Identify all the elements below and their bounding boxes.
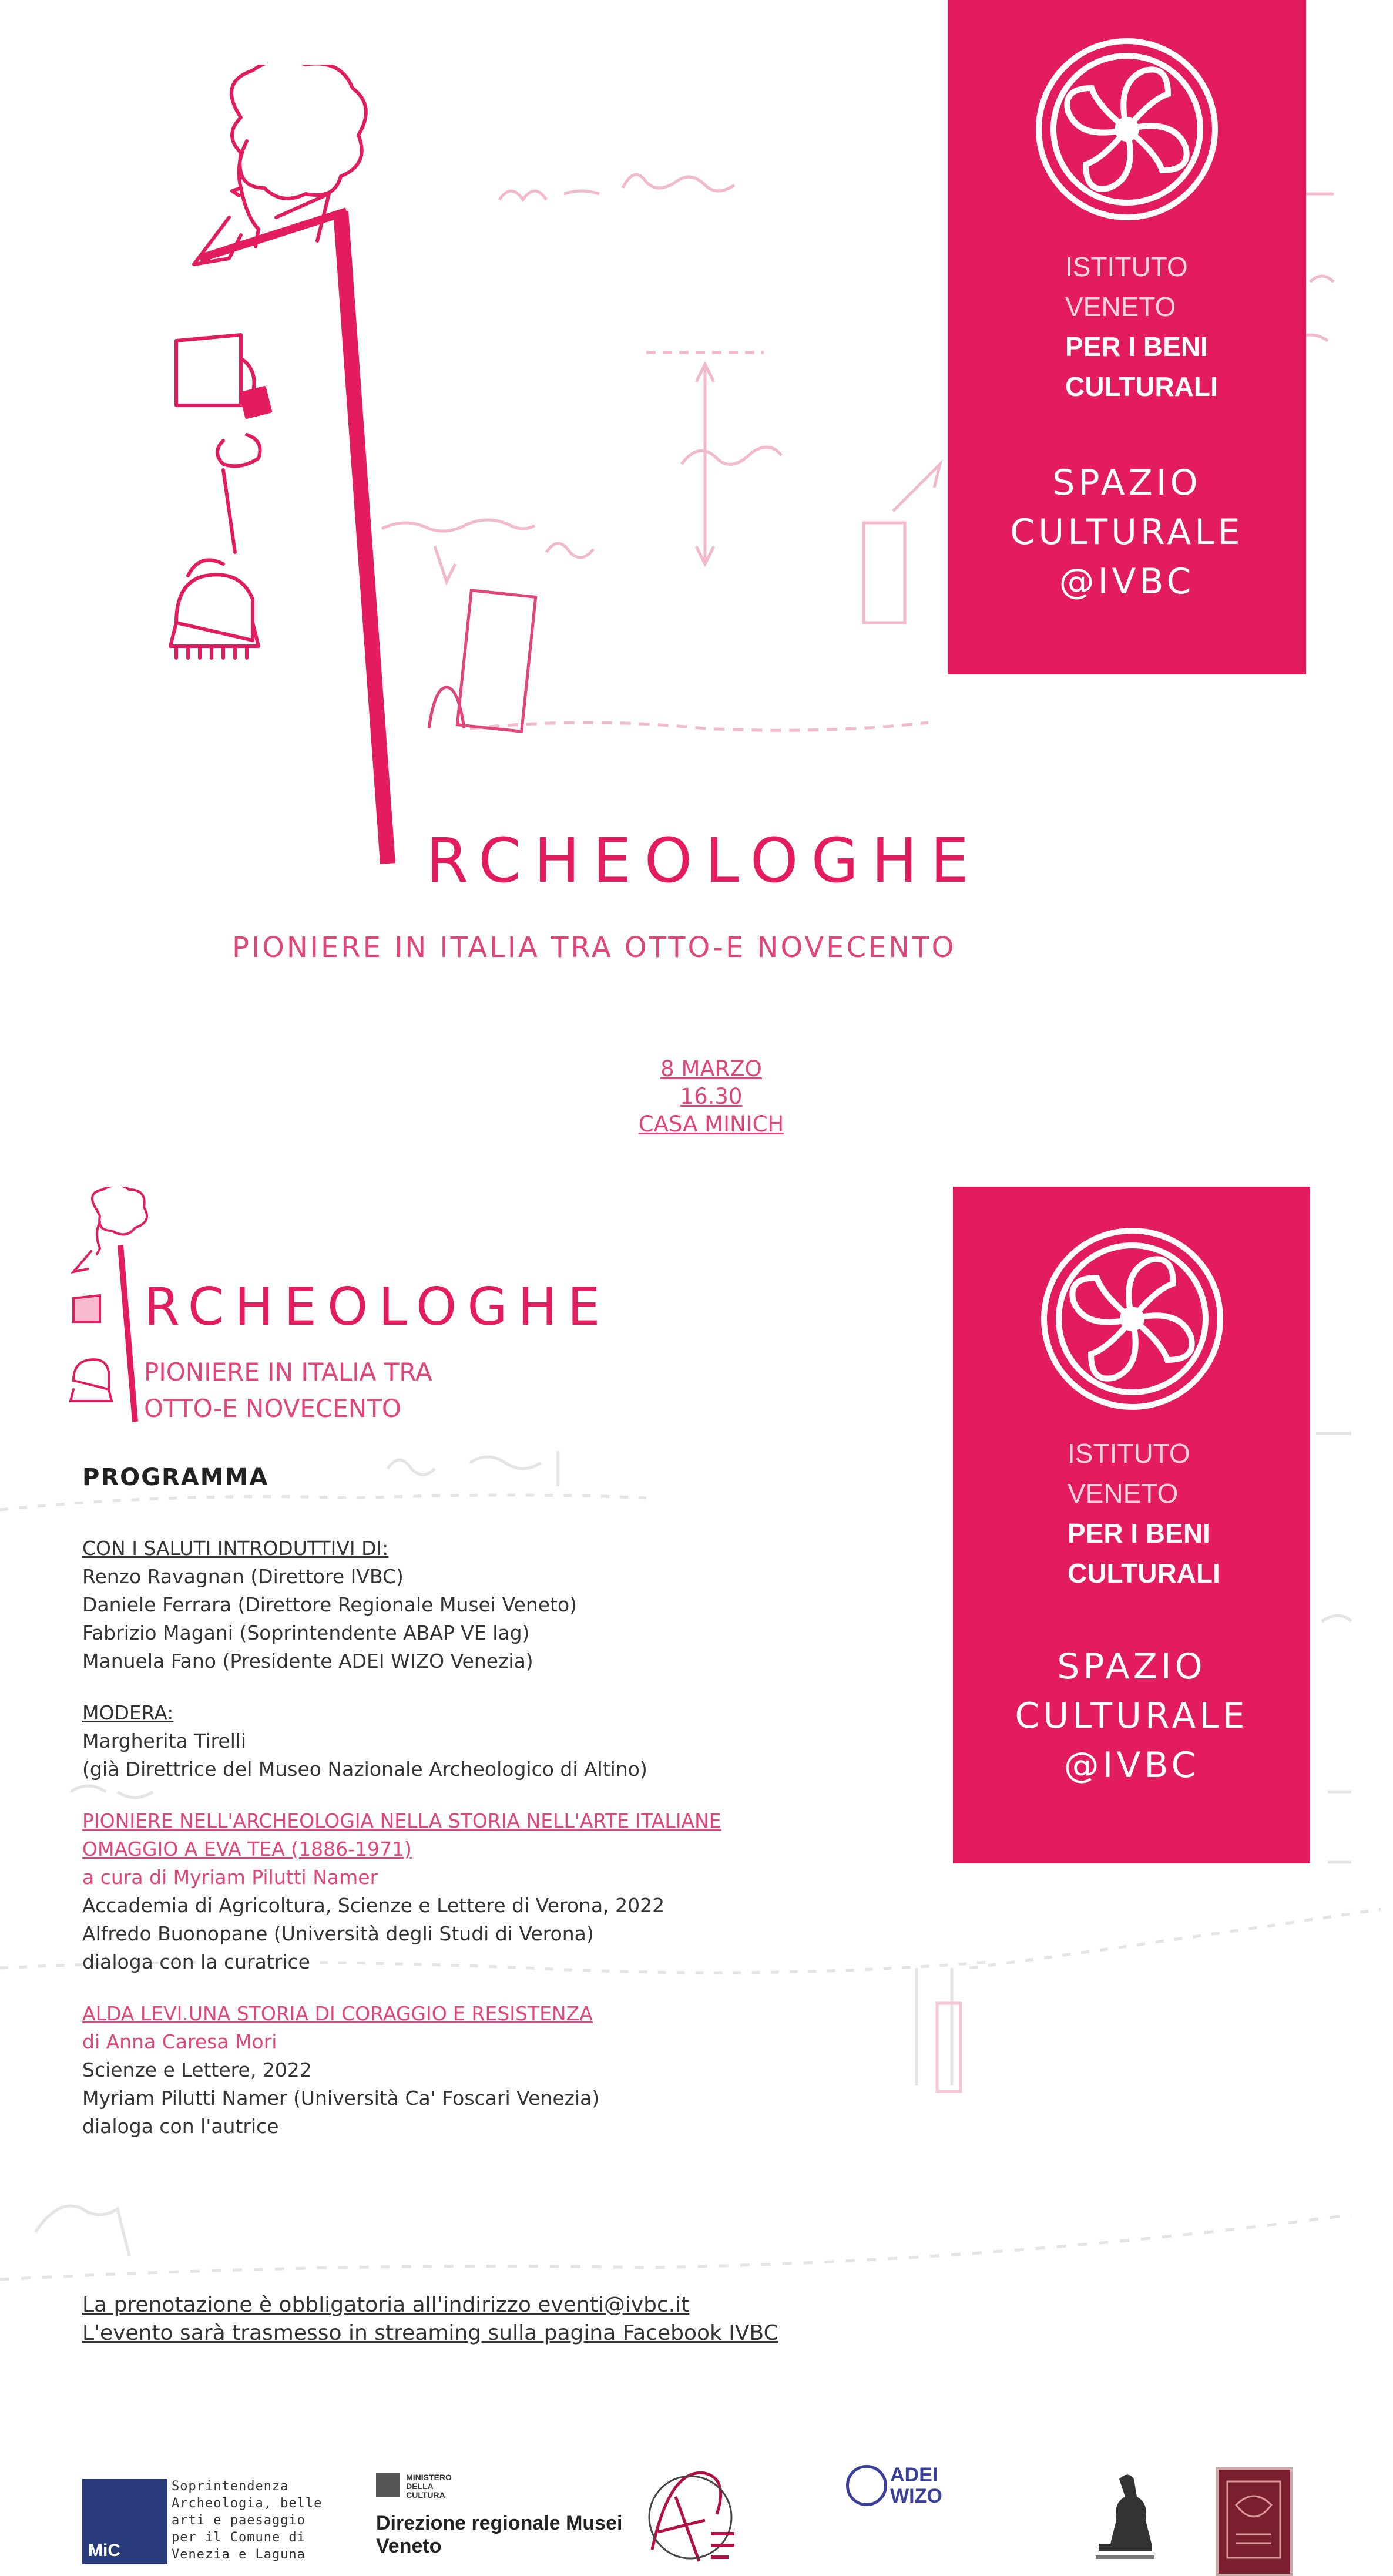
ivbc-panel-bottom [953,1187,1310,1863]
spazio-line3: @IVBC [1059,561,1195,602]
saluti-item: Daniele Ferrara (Direttore Regionale Musei Veneto) [82,1593,578,1616]
ministero-line: MINISTERO [406,2473,452,2482]
archaeology-a-logo-icon [640,2461,740,2573]
ministero-emblem-icon [376,2473,400,2497]
talk1-guest: Alfredo Buonopane (Università degli Studi di Verona) [82,1922,594,1945]
inst-line3: PER I BENI [1065,331,1208,362]
direzione-line2: Veneto [376,2535,442,2557]
talk1-title2: OMAGGIO A EVA TEA (1886-1971) [82,1838,412,1860]
booking-line[interactable]: La prenotazione è obbligatoria all'indirizzo eventi@ivbc.it [82,2293,690,2317]
spazio-line1: SPAZIO [1057,1646,1206,1687]
wizo-text: WIZO [890,2485,942,2507]
spazio-line2: CULTURALE [1015,1695,1248,1737]
event-info [0,1055,1393,1138]
event-date: 8 MARZO [660,1056,762,1082]
crest-icon [1219,2470,1289,2572]
event-time: 16.30 [680,1084,743,1109]
ministero-logo [376,2473,622,2558]
soprintendenza-text [172,2478,322,2563]
booking-notes [82,2291,778,2347]
modera-role: (già Direttrice del Museo Nazionale Archeologico di Altino) [82,1758,647,1781]
modera-name: Margherita Tirelli [82,1729,247,1752]
spazio-line2: CULTURALE [1010,512,1244,553]
sop-line: Venezia e Laguna [172,2547,306,2562]
mic-text: MiC [88,2541,120,2560]
accademia-agricoltura-logo [1216,2467,1293,2576]
adei-text: ADEI [890,2464,938,2486]
talk2-guest: Myriam Pilutti Namer (Università Ca' Foscari Venezia) [82,2087,600,2110]
talk2-title: ALDA LEVI.UNA STORIA DI CORAGGIO E RESISTENZA [82,2002,593,2025]
saluti-item: Fabrizio Magani (Soprintendente ABAP VE lag) [82,1621,530,1644]
woman-archaeologist-letter-a-icon [141,65,564,916]
adei-wizo-logo [846,2464,942,2507]
second-title: RCHEOLOGHE [144,1277,611,1337]
sponsor-logos [0,2456,1393,2576]
inst-line4: CULTURALI [1065,371,1218,402]
spazio-line1: SPAZIO [1052,462,1201,503]
programma-body [82,1534,952,2141]
talk1-title1: PIONIERE NELL'ARCHEOLOGIA NELLA STORIA NELL'ARTE ITALIANE [82,1809,721,1832]
ministero-line: DELLA [406,2481,434,2491]
ivbc-pinwheel-logo-icon [1032,1219,1232,1419]
spazio-line3: @IVBC [1063,1745,1200,1786]
talk1-dialog: dialoga con la curatrice [82,1950,310,1973]
main-title: RCHEOLOGHE [426,825,982,896]
talk2-author: di Anna Caresa Mori [82,2030,277,2053]
accademia-statue-logo-icon [1087,2467,1163,2567]
second-subtitle-line2: OTTO-E NOVECENTO [144,1394,401,1423]
ivbc-panel-top [948,0,1306,674]
ministero-line: CULTURA [406,2490,445,2500]
modera-label: MODERA: [82,1701,174,1724]
saluti-label: CON I SALUTI INTRODUTTIVI DI: [82,1537,389,1560]
event-place: CASA MINICH [638,1111,784,1137]
talk1-pub: Accademia di Agricoltura, Scienze e Lettere di Verona, 2022 [82,1894,665,1917]
spazio-culturale [953,1642,1310,1790]
talk2-dialog: dialoga con l'autrice [82,2115,279,2138]
inst-line1: ISTITUTO [1065,251,1188,282]
inst-line3: PER I BENI [1068,1518,1210,1549]
direzione-line1: Direzione regionale Musei [376,2512,623,2534]
sop-line: Archeologia, belle [172,2496,323,2511]
inst-line1: ISTITUTO [1068,1438,1190,1469]
talk1-author: a cura di Myriam Pilutti Namer [82,1866,378,1889]
sop-line: Soprintendenza [172,2479,289,2494]
institute-name [1068,1433,1220,1593]
sop-line: arti e paesaggio [172,2513,306,2528]
institute-name [1065,247,1218,407]
main-subtitle: PIONIERE IN ITALIA TRA OTTO-E NOVECENTO [232,931,956,964]
inst-line2: VENETO [1068,1478,1179,1509]
programma-heading: PROGRAMMA [82,1464,269,1491]
sop-line: per il Comune di [172,2530,306,2545]
inst-line4: CULTURALI [1068,1558,1220,1588]
inst-line2: VENETO [1065,291,1176,322]
talk2-pub: Scienze e Lettere, 2022 [82,2058,312,2081]
mic-logo [82,2479,167,2564]
streaming-line[interactable]: L'evento sarà trasmesso in streaming sulla pagina Facebook IVBC [82,2321,778,2345]
saluti-item: Renzo Ravagnan (Direttore IVBC) [82,1565,404,1588]
saluti-item: Manuela Fano (Presidente ADEI WIZO Venezia) [82,1650,533,1672]
spazio-culturale [948,458,1306,606]
ivbc-pinwheel-logo-icon [1027,29,1227,229]
second-subtitle-line1: PIONIERE IN ITALIA TRA [144,1358,432,1386]
adei-emblem-icon [846,2465,887,2506]
second-subtitle [144,1354,432,1427]
